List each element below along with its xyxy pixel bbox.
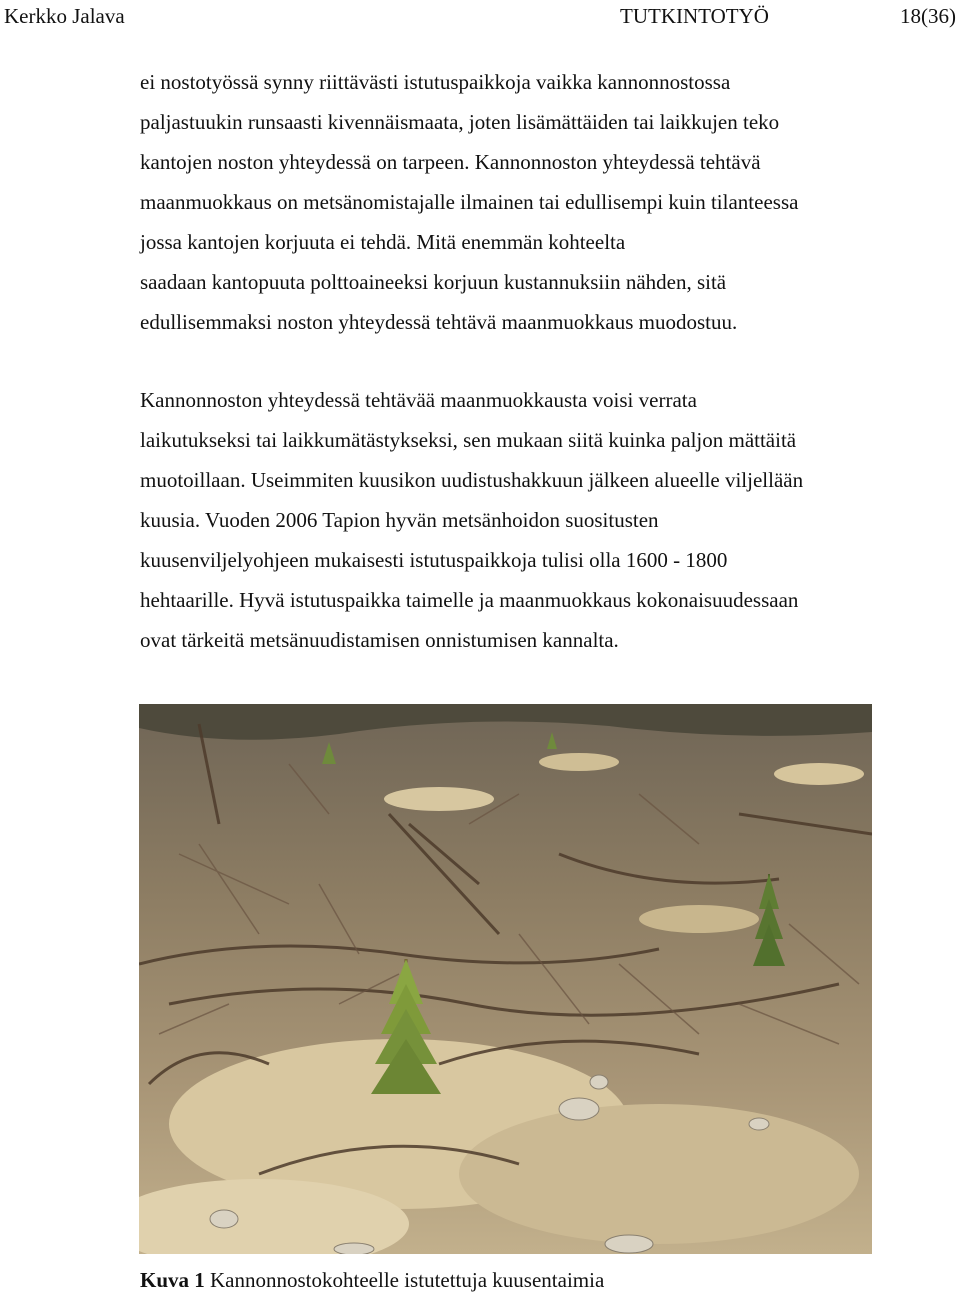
paragraph-line: jossa kantojen korjuuta ei tehdä. Mitä enemmän kohteelta	[140, 230, 626, 254]
figure-photo-spruce-seedlings	[139, 704, 872, 1254]
page-header	[0, 2, 960, 32]
paragraph-line: laikutukseksi tai laikkumätästykseksi, sen mukaan siitä kuinka paljon mättäitä	[140, 428, 797, 452]
body-paragraph-2	[140, 380, 900, 660]
paragraph-line: kuusia. Vuoden 2006 Tapion hyvän metsänhoidon suositusten	[140, 508, 659, 532]
paragraph-line: muotoillaan. Useimmiten kuusikon uudistushakkuun jälkeen alueelle viljellään	[140, 468, 804, 492]
paragraph-line: edullisemmaksi noston yhteydessä tehtävä maanmuokkaus muodostuu.	[140, 310, 738, 334]
paragraph-line: saadaan kantopuuta polttoaineeksi korjuun kustannuksiin nähden, sitä	[140, 270, 727, 294]
paragraph-line: hehtaarille. Hyvä istutuspaikka taimelle ja maanmuokkaus kokonaisuudessaan	[140, 588, 799, 612]
header-document-type: TUTKINTOTYÖ	[620, 4, 769, 28]
header-author: Kerkko Jalava	[4, 4, 125, 28]
figure-label: Kuva 1	[140, 1268, 205, 1292]
paragraph-line: kantojen noston yhteydessä on tarpeen. Kannonnoston yhteydessä tehtävä	[140, 150, 761, 174]
photo-illustration	[139, 704, 872, 1254]
figure-caption-text: Kannonnostokohteelle istutettuja kuusentaimia	[210, 1268, 605, 1292]
paragraph-line: kuusenviljelyohjeen mukaisesti istutuspaikkoja tulisi olla 1600 - 1800	[140, 548, 728, 572]
paragraph-line: Kannonnoston yhteydessä tehtävää maanmuokkausta voisi verrata	[140, 388, 697, 412]
sand-patch	[539, 753, 619, 771]
sand-patch	[384, 787, 494, 811]
sand-patch	[639, 905, 759, 933]
exposed-mineral-soil	[459, 1104, 859, 1244]
header-page-number: 18(36)	[900, 4, 956, 28]
sand-patch	[774, 763, 864, 785]
paragraph-line: ovat tärkeitä metsänuudistamisen onnistumisen kannalta.	[140, 628, 619, 652]
paragraph-line: paljastuukin runsaasti kivennäismaata, joten lisämättäiden tai laikkujen teko	[140, 110, 780, 134]
body-paragraph-1	[140, 62, 900, 342]
paragraph-line: maanmuokkaus on metsänomistajalle ilmainen tai edullisempi kuin tilanteessa	[140, 190, 799, 214]
figure-caption	[140, 1266, 604, 1294]
paragraph-line: ei nostotyössä synny riittävästi istutuspaikkoja vaikka kannonnostossa	[140, 70, 731, 94]
